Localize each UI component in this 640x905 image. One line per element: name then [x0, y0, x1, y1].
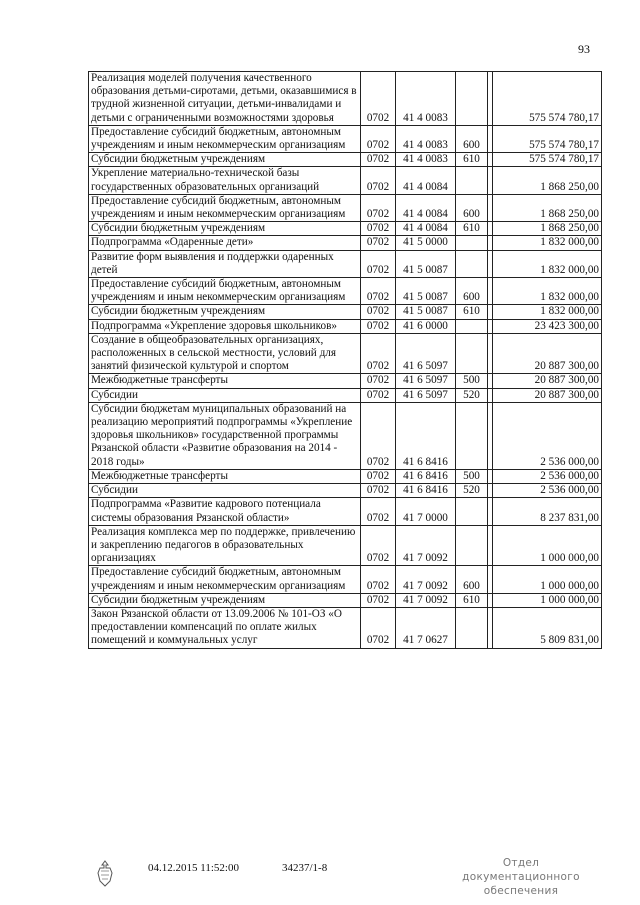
row-section: 0702: [361, 333, 396, 374]
row-expense-type: 610: [456, 593, 488, 607]
table-row: [89, 222, 602, 236]
table-row: [89, 374, 602, 388]
row-amount: 20 887 300,00: [493, 374, 602, 388]
table-row: [89, 194, 602, 221]
row-name: Развитие форм выявления и поддержки одаренных детей: [89, 250, 361, 277]
row-article: 41 6 8416: [396, 469, 456, 483]
row-name: Подпрограмма «Одаренные дети»: [89, 236, 361, 250]
row-expense-type: 500: [456, 469, 488, 483]
footer-doc-number: 34237/1-8: [282, 862, 328, 874]
row-name: Субсидии бюджетным учреждениям: [89, 222, 361, 236]
budget-table-body: [89, 72, 602, 649]
row-section: 0702: [361, 125, 396, 152]
row-expense-type: [456, 250, 488, 277]
row-amount: 2 536 000,00: [493, 402, 602, 469]
row-article: 41 4 0083: [396, 125, 456, 152]
table-row: [89, 278, 602, 305]
row-amount: 1 832 000,00: [493, 250, 602, 277]
row-article: 41 4 0084: [396, 194, 456, 221]
row-expense-type: 600: [456, 125, 488, 152]
row-amount: 1 868 250,00: [493, 222, 602, 236]
row-name: Субсидии: [89, 484, 361, 498]
table-row: [89, 498, 602, 525]
row-section: 0702: [361, 498, 396, 525]
row-expense-type: 600: [456, 278, 488, 305]
row-amount: 575 574 780,17: [493, 125, 602, 152]
row-amount: 575 574 780,17: [493, 153, 602, 167]
row-amount: 1 000 000,00: [493, 593, 602, 607]
table-row: [89, 125, 602, 152]
row-section: 0702: [361, 388, 396, 402]
row-section: 0702: [361, 153, 396, 167]
row-name: Реализация комплекса мер по поддержке, привлечению и закреплению педагогов в образовательных организациях: [89, 525, 361, 566]
row-name: Укрепление материально-технической базы государственных образовательных организаций: [89, 167, 361, 194]
row-name: Субсидии бюджетным учреждениям: [89, 593, 361, 607]
row-name: Субсидии бюджетным учреждениям: [89, 305, 361, 319]
row-name: Реализация моделей получения качественного образования детьми-сиротами, детьми, оказавшимися в трудной жизненной ситуации, детьми-инвалидами и детьми с ограниченными возможностями здоровья: [89, 72, 361, 126]
row-section: 0702: [361, 305, 396, 319]
row-name: Предоставление субсидий бюджетным, автономным учреждениям и иным некоммерческим организациям: [89, 125, 361, 152]
table-row: [89, 593, 602, 607]
table-row: [89, 250, 602, 277]
row-article: 41 7 0092: [396, 566, 456, 593]
row-amount: 1 832 000,00: [493, 305, 602, 319]
row-expense-type: [456, 167, 488, 194]
row-section: 0702: [361, 525, 396, 566]
table-row: [89, 566, 602, 593]
row-section: 0702: [361, 566, 396, 593]
row-section: 0702: [361, 593, 396, 607]
row-article: 41 4 0083: [396, 72, 456, 126]
row-amount: 5 809 831,00: [493, 607, 602, 648]
table-row: [89, 153, 602, 167]
row-expense-type: 520: [456, 484, 488, 498]
row-article: 41 4 0084: [396, 222, 456, 236]
row-article: 41 4 0083: [396, 153, 456, 167]
row-article: 41 4 0084: [396, 167, 456, 194]
footer-timestamp: 04.12.2015 11:52:00: [148, 862, 239, 874]
row-name: Субсидии бюджетным учреждениям: [89, 153, 361, 167]
row-amount: 575 574 780,17: [493, 72, 602, 126]
budget-table: [88, 71, 602, 649]
table-row: [89, 388, 602, 402]
row-section: 0702: [361, 167, 396, 194]
row-amount: 2 536 000,00: [493, 469, 602, 483]
row-section: 0702: [361, 72, 396, 126]
row-article: 41 7 0627: [396, 607, 456, 648]
row-section: 0702: [361, 250, 396, 277]
row-expense-type: 600: [456, 566, 488, 593]
row-expense-type: [456, 319, 488, 333]
row-article: 41 6 8416: [396, 402, 456, 469]
row-amount: 23 423 300,00: [493, 319, 602, 333]
row-expense-type: [456, 607, 488, 648]
table-row: [89, 72, 602, 126]
row-article: 41 5 0087: [396, 278, 456, 305]
row-article: 41 7 0092: [396, 593, 456, 607]
table-row: [89, 525, 602, 566]
row-amount: 20 887 300,00: [493, 388, 602, 402]
row-expense-type: [456, 333, 488, 374]
table-row: [89, 319, 602, 333]
row-name: Субсидии: [89, 388, 361, 402]
row-expense-type: 610: [456, 153, 488, 167]
row-expense-type: [456, 402, 488, 469]
table-row: [89, 402, 602, 469]
row-article: 41 5 0087: [396, 250, 456, 277]
row-article: 41 5 0087: [396, 305, 456, 319]
row-expense-type: 600: [456, 194, 488, 221]
row-expense-type: 500: [456, 374, 488, 388]
table-row: [89, 607, 602, 648]
row-section: 0702: [361, 402, 396, 469]
page-number: 93: [578, 42, 590, 56]
row-section: 0702: [361, 374, 396, 388]
row-amount: 8 237 831,00: [493, 498, 602, 525]
row-section: 0702: [361, 236, 396, 250]
row-amount: 1 832 000,00: [493, 278, 602, 305]
row-expense-type: 610: [456, 305, 488, 319]
row-name: Межбюджетные трансферты: [89, 374, 361, 388]
row-name: Предоставление субсидий бюджетным, автономным учреждениям и иным некоммерческим организациям: [89, 566, 361, 593]
row-amount: 1 000 000,00: [493, 566, 602, 593]
table-row: [89, 333, 602, 374]
row-expense-type: [456, 498, 488, 525]
row-name: Создание в общеобразовательных организациях, расположенных в сельской местности, условий для занятий физической культурой и спортом: [89, 333, 361, 374]
row-name: Закон Рязанской области от 13.09.2006 № 101-ОЗ «О предоставлении компенсаций по оплате жилых помещений и коммунальных услуг: [89, 607, 361, 648]
row-name: Подпрограмма «Укрепление здоровья школьников»: [89, 319, 361, 333]
row-amount: 1 868 250,00: [493, 167, 602, 194]
row-name: Субсидии бюджетам муниципальных образований на реализацию мероприятий подпрограммы «Укрепление здоровья школьников» государственной программы Рязанской области «Развитие образования на 2014 - 2018 годы»: [89, 402, 361, 469]
row-amount: 2 536 000,00: [493, 484, 602, 498]
row-article: 41 6 5097: [396, 374, 456, 388]
row-section: 0702: [361, 194, 396, 221]
row-expense-type: [456, 525, 488, 566]
row-article: 41 6 0000: [396, 319, 456, 333]
row-amount: 1 832 000,00: [493, 236, 602, 250]
coat-of-arms-icon: [94, 859, 116, 889]
row-article: 41 6 8416: [396, 484, 456, 498]
row-name: Предоставление субсидий бюджетным, автономным учреждениям и иным некоммерческим организациям: [89, 278, 361, 305]
table-row: [89, 167, 602, 194]
row-article: 41 7 0092: [396, 525, 456, 566]
row-article: 41 7 0000: [396, 498, 456, 525]
row-name: Подпрограмма «Развитие кадрового потенциала системы образования Рязанской области»: [89, 498, 361, 525]
row-amount: 1 000 000,00: [493, 525, 602, 566]
row-expense-type: [456, 236, 488, 250]
row-section: 0702: [361, 278, 396, 305]
row-article: 41 6 5097: [396, 333, 456, 374]
row-name: Межбюджетные трансферты: [89, 469, 361, 483]
row-section: 0702: [361, 607, 396, 648]
row-section: 0702: [361, 319, 396, 333]
row-section: 0702: [361, 484, 396, 498]
row-article: 41 6 5097: [396, 388, 456, 402]
table-row: [89, 305, 602, 319]
table-row: [89, 469, 602, 483]
row-section: 0702: [361, 222, 396, 236]
row-name: Предоставление субсидий бюджетным, автономным учреждениям и иным некоммерческим организациям: [89, 194, 361, 221]
table-row: [89, 484, 602, 498]
row-section: 0702: [361, 469, 396, 483]
row-expense-type: 520: [456, 388, 488, 402]
row-amount: 1 868 250,00: [493, 194, 602, 221]
table-row: [89, 236, 602, 250]
department-stamp: Отдел документационного обеспечения: [462, 857, 580, 897]
row-expense-type: [456, 72, 488, 126]
row-article: 41 5 0000: [396, 236, 456, 250]
row-expense-type: 610: [456, 222, 488, 236]
row-amount: 20 887 300,00: [493, 333, 602, 374]
